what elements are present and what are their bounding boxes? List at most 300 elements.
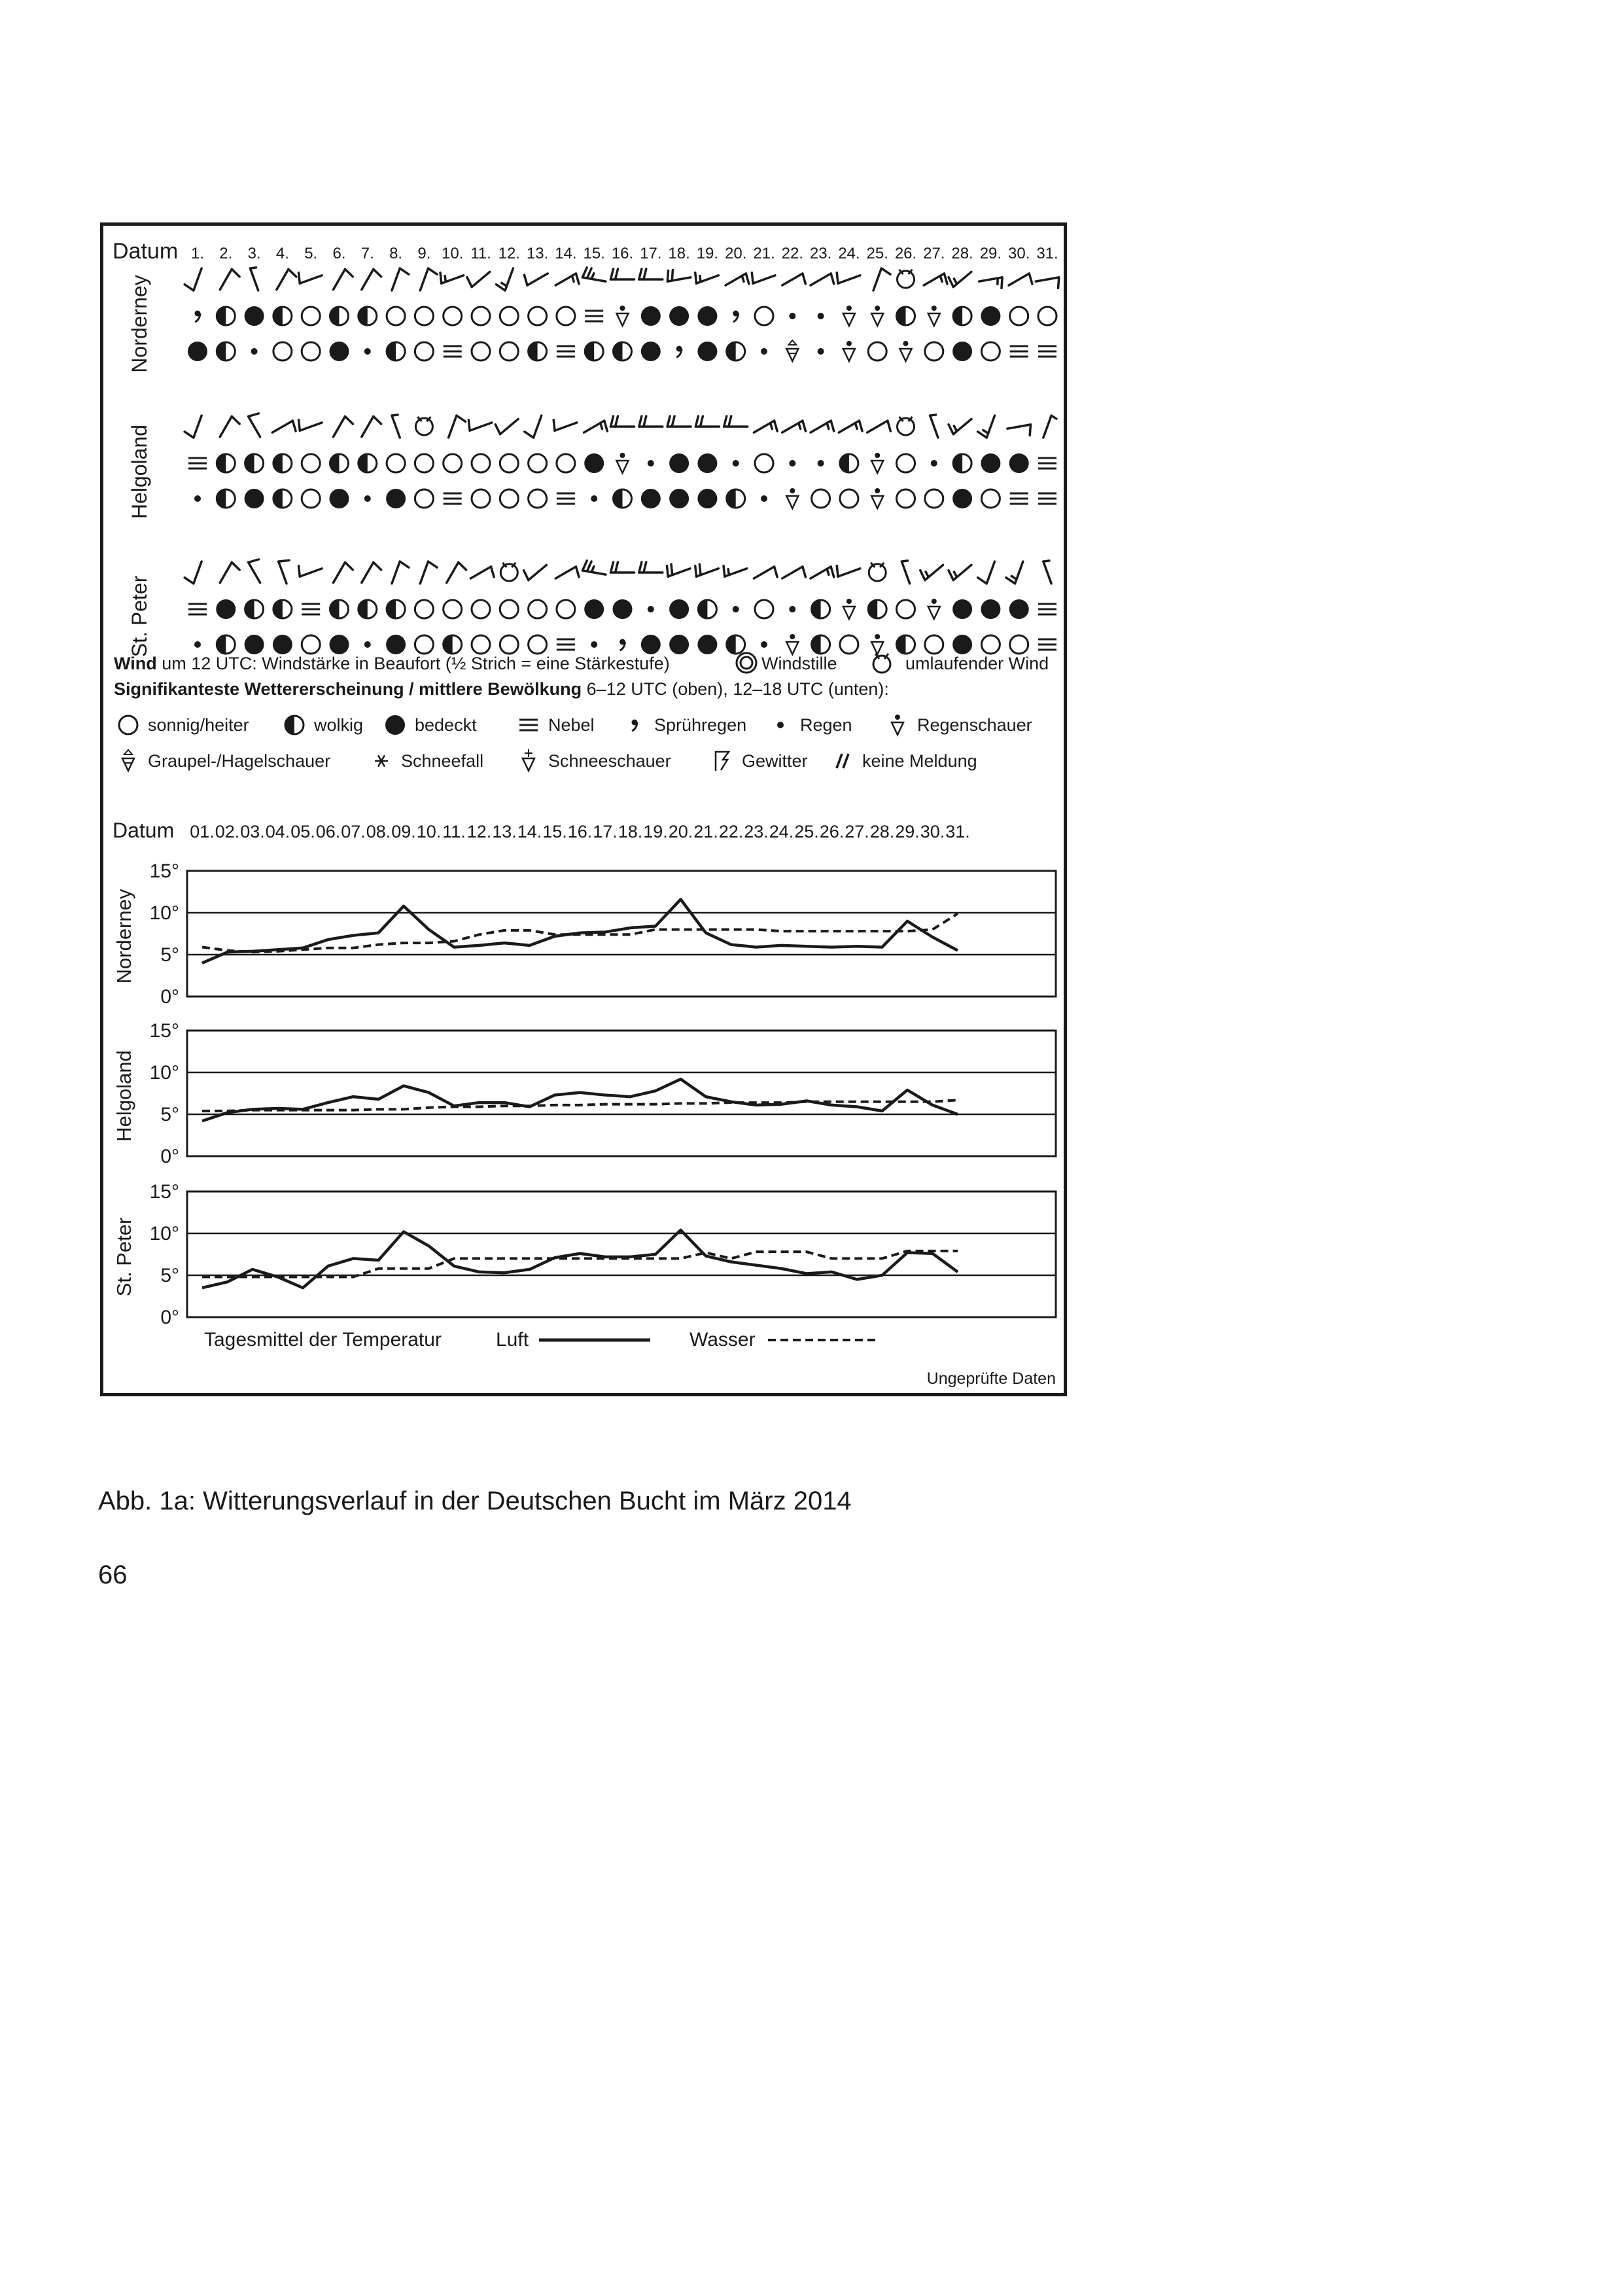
rain-icon [931,460,937,467]
rain-icon [591,495,597,502]
sunny-icon [755,454,773,472]
overcast-icon [245,635,264,654]
wind-barb-icon [220,416,239,436]
day-label: 11. [470,245,491,262]
partly-icon [698,600,716,618]
sunny-icon [472,307,490,325]
partly-icon [953,454,971,472]
wind-barb-icon [898,417,915,435]
legend-weather-line [114,679,889,699]
wind-barb-icon [1036,277,1058,288]
overcast-icon [981,599,1000,619]
sunny-icon [897,489,915,508]
wind-barb-icon [869,563,886,581]
legend-item-label: Schneeschauer [548,751,671,771]
y-tick-label: 10° [149,1223,179,1245]
wind-barb-icon [837,273,860,283]
day-label: 28. [951,245,973,262]
wind-barb-icon [782,274,806,285]
wind-barb-icon [920,565,943,580]
wind-barb-icon [639,416,663,427]
x-tick-label: 30. [920,822,945,841]
partly-icon [529,342,547,361]
overcast-icon [330,635,349,654]
sunny-icon [925,489,943,508]
rainshower-icon [617,453,629,473]
legend-item-label: Gewitter [742,751,808,771]
x-tick-label: 29. [895,822,920,841]
day-label: 30. [1008,245,1030,262]
legend-item-nodata [837,751,977,771]
weather-row-am-st-peter [188,599,1056,619]
fog-icon [519,720,538,730]
overcast-icon [641,306,661,326]
sunny-icon [981,489,1000,508]
sunny-icon [897,600,915,618]
partly-icon [812,600,830,618]
legend-item-fog [519,715,595,735]
x-tick-label: 21. [693,822,718,841]
wind-barb-icon [725,274,749,285]
legend-item-snowshower [523,749,671,771]
legend-item-snow [375,751,483,771]
wind-barb-icon [582,561,605,574]
wind-barb-icon [420,268,437,291]
fog-icon [444,346,462,357]
wind-barb-icon [754,567,777,578]
fog-icon [1038,604,1056,614]
sunny-icon [302,342,320,361]
rainshower-icon [786,634,798,654]
wind-barb-icon [611,269,635,279]
wind-barb-icon [1009,274,1032,285]
sunny-icon [925,635,943,654]
wind-barb-icon [1006,561,1023,584]
y-tick-label: 0° [160,986,179,1008]
sunny-icon [925,342,943,361]
rainshower-icon [928,599,940,619]
partly-icon [245,454,264,472]
legend-row-1 [119,715,1032,735]
overcast-icon [669,599,689,619]
day-label: 18. [668,245,690,262]
y-tick-label: 10° [149,902,179,924]
x-tick-label: 05. [290,822,315,841]
rain-icon [777,722,784,728]
partly-icon [387,342,405,361]
x-tick-label: 25. [794,822,819,841]
series-luft-line [202,900,958,963]
day-label: 10. [442,245,464,262]
rainshower-icon [892,715,903,735]
partly-icon [273,307,292,325]
legend-item-label: Schneefall [401,751,484,771]
wind-barb-icon [782,421,806,433]
overcast-icon [385,715,405,735]
legend-item-label: Nebel [548,715,595,735]
wind-barb-icon [724,566,747,576]
x-tick-label: 24. [769,822,794,841]
unchecked-data-note: Ungeprüfte Daten [926,1369,1056,1388]
overcast-icon [1009,453,1029,473]
x-tick-label: 20. [668,822,693,841]
wind-barb-icon [524,565,547,580]
y-tick-label: 10° [149,1062,179,1084]
wind-barb-icon [1007,425,1030,435]
sunny-icon [1010,307,1028,325]
fog-icon [302,604,320,614]
sunny-icon [472,342,490,361]
rain-icon [194,641,201,648]
legend-wind-bold: Wind [114,654,157,673]
wind-barb-icon [978,415,995,438]
legend-wind-line [114,654,670,673]
rainshower-icon [871,634,883,654]
station-label-norderney: Norderney [128,275,151,373]
day-label: 4. [275,245,289,262]
partly-icon [585,342,603,361]
day-label: 23. [809,245,832,262]
rain-icon [761,348,767,355]
fog-icon [188,458,207,468]
overcast-icon [952,489,972,508]
station-label-helgoland: Helgoland [128,424,151,520]
rainshower-icon [900,341,912,361]
wind-barb-icon [440,273,464,283]
day-label: 31. [1036,245,1058,262]
legend-item-label: bedeckt [415,715,477,735]
wind-barb-icon [811,567,834,578]
rain-icon [251,348,258,355]
table-symbol-rows [184,268,1059,654]
legend-item-label: keine Meldung [862,751,977,771]
overcast-icon [697,489,717,508]
wind-barb-icon [839,421,862,433]
variable-wind-icon [873,654,890,673]
x-tick-label: 14. [517,822,542,841]
sunny-icon [500,307,518,325]
overcast-icon [245,306,264,326]
rainshower-icon [843,599,855,619]
rainshower-icon [843,306,855,326]
x-tick-label: 03. [240,822,265,841]
wind-barb-icon [695,564,719,576]
legend-item-rain [777,715,852,735]
rain-icon [194,495,201,502]
x-tick-label: 31. [945,822,970,841]
overcast-icon [641,635,661,654]
sunny-icon [472,635,490,654]
sunny-icon [415,489,433,508]
overcast-icon [613,599,633,619]
sunny-icon [444,600,462,618]
y-tick-label: 5° [160,944,179,966]
wind-barb-icon [667,416,691,427]
snow-icon [375,755,388,766]
wind-barb-icon [392,415,400,438]
wind-barb-icon [334,562,353,582]
wind-barb-icon [362,562,381,582]
legend-item-label: wolkig [314,715,364,735]
partly-icon [217,635,235,654]
rain-icon [818,348,824,355]
overcast-icon [273,635,292,654]
partly-icon [217,454,235,472]
day-label: 25. [866,245,888,262]
fog-icon [444,493,462,504]
wind-barb-icon [901,561,909,584]
sunny-icon [1010,635,1028,654]
rain-icon [648,606,654,612]
sunny-icon [529,307,547,325]
y-tick-label: 15° [149,1020,179,1042]
rain-icon [364,495,371,502]
overcast-icon [330,342,349,361]
x-tick-label: 17. [593,822,618,841]
wind-barb-icon [811,421,834,433]
x-tick-label: 18. [618,822,643,841]
partly-icon [812,635,830,654]
overcast-icon [216,599,236,619]
day-label: 22. [781,245,803,262]
wind-barb-icon [184,268,201,291]
rainshower-icon [617,306,629,326]
partly-icon [358,454,377,472]
sunny-icon [415,600,433,618]
wind-row-helgoland [184,414,1056,438]
rain-icon [364,641,371,648]
x-tick-label: 15. [542,822,567,841]
x-tick-label: 22. [718,822,744,841]
rain-icon [818,460,824,467]
weather-row-am-helgoland [188,453,1056,473]
legend [114,653,1049,771]
wind-barb-icon [525,415,542,438]
sunny-icon [387,454,405,472]
wind-barb-icon [754,421,777,433]
rain-icon [761,495,767,502]
wind-barb-icon [184,561,201,584]
wind-barb-icon [334,269,353,289]
legend-item-overcast [385,715,477,735]
panel-station-label: Helgoland [113,1050,135,1142]
overcast-icon [641,342,661,361]
chart-panels [113,860,1056,1328]
sunny-icon [868,342,886,361]
wind-barb-icon [495,419,518,434]
wind-barb-icon [447,562,466,582]
sunny-icon [500,454,518,472]
wind-barb-icon [811,274,834,285]
wind-barb-icon [667,270,690,281]
legend-item-partly [285,715,363,735]
overcast-icon [584,453,604,473]
wind-barb-icon [1043,561,1051,584]
wind-barb-icon [250,268,258,291]
wind-barb-icon [1043,415,1056,438]
partly-icon [868,600,886,618]
partly-icon [897,307,915,325]
day-label: 14. [555,245,577,262]
wind-barb-icon [249,559,260,583]
overcast-icon [981,453,1000,473]
nodata-icon [837,754,848,768]
x-tick-label: 16. [567,822,593,841]
rain-icon [364,348,371,355]
day-label: 12. [498,245,520,262]
legend-row-2 [122,749,977,771]
overcast-icon [697,635,717,654]
wind-barb-icon [362,416,381,436]
fog-icon [1010,346,1028,357]
wind-barb-icon [611,416,635,427]
weather-figure-svg [103,226,1064,1393]
fog-icon [557,346,575,357]
wind-barb-icon [500,563,517,581]
drizzle-icon [632,720,638,732]
day-label: 15. [583,245,605,262]
legend-item-thunder [716,751,808,771]
legend-item-sunny [119,715,249,735]
day-label: 2. [219,245,233,262]
fog-icon [1038,493,1056,504]
sunny-icon [119,716,137,734]
rain-icon [733,606,739,612]
wind-barb-icon [420,561,437,584]
sunny-icon [472,489,490,508]
fog-icon [1010,493,1028,504]
station-label-st-peter: St. Peter [128,575,151,658]
wind-barb-icon [930,415,938,438]
hail-icon [122,750,134,771]
partly-icon [330,307,349,325]
x-tick-label: 10. [416,822,442,841]
sunny-icon [387,307,405,325]
sunny-icon [500,489,518,508]
legend-weather-text: 6–12 UTC (oben), 12–18 UTC (unten): [582,679,889,699]
legend-item-drizzle [632,715,747,735]
day-label: 17. [640,245,662,262]
rainshower-icon [871,453,883,473]
partly-icon [444,635,462,654]
rain-icon [648,460,654,467]
wind-row-norderney [184,268,1059,291]
x-tick-label: 09. [391,822,416,841]
partly-icon [953,307,971,325]
rainshower-icon [871,488,883,508]
x-tick-label: 08. [366,822,391,841]
plot-frame [187,1031,1056,1156]
partly-icon [330,600,349,618]
sunny-icon [302,454,320,472]
x-tick-label: 06. [315,822,341,841]
sunny-icon [529,635,547,654]
partly-icon [217,342,235,361]
wind-barb-icon [978,561,995,584]
legend-item-rainshower [892,715,1032,735]
fog-icon [557,639,575,650]
drizzle-icon [620,639,625,651]
partly-icon [614,342,632,361]
rain-icon [789,313,795,319]
legend-weather-bold: Signifikanteste Wettererscheinung / mittlere Bewölkung [114,679,582,699]
rain-icon [789,606,795,612]
wind-barb-icon [752,273,775,283]
wind-barb-icon [220,269,239,289]
partly-icon [285,716,304,734]
y-tick-label: 0° [160,1146,179,1167]
fog-icon [188,604,207,614]
wind-barb-icon [724,416,748,427]
overcast-icon [952,342,972,361]
wind-barb-icon [334,416,353,436]
chart-legend-title: Tagesmittel der Temperatur [204,1329,442,1351]
sunny-icon [529,489,547,508]
day-label: 1. [190,245,205,262]
sunny-icon [302,635,320,654]
sunny-icon [557,307,575,325]
overcast-icon [669,453,689,473]
wind-barb-icon [277,269,296,289]
day-label: 5. [304,245,318,262]
sunny-icon [812,489,830,508]
wind-barb-icon [695,273,719,283]
partly-icon [727,489,745,508]
partly-icon [273,489,292,508]
x-tick-label: 04. [265,822,290,841]
wind-barb-icon [555,274,579,285]
wind-barb-icon [299,420,323,431]
x-tick-label: 28. [869,822,895,841]
sunny-icon [415,454,433,472]
temp-panel-st-peter [113,1181,1056,1328]
table-station-labels [128,275,151,657]
chart-datum-label: Datum [113,819,175,842]
overcast-icon [952,599,972,619]
legend-calm-label: Windstille [761,654,837,673]
wind-barb-icon [184,415,201,438]
rain-icon [818,313,824,319]
sunny-icon [415,307,433,325]
drizzle-icon [195,311,201,323]
x-tick-label: 02. [215,822,240,841]
wind-barb-icon [582,268,605,281]
sunny-icon [1038,307,1056,325]
sunny-icon [529,454,547,472]
overcast-icon [386,489,406,508]
wind-barb-icon [782,567,806,578]
wind-barb-icon [467,272,490,287]
fog-icon [557,493,575,504]
overcast-icon [330,489,349,508]
sunny-icon [557,454,575,472]
wind-barb-icon [639,269,663,279]
day-label: 24. [838,245,860,262]
legend-item-label: sonnig/heiter [148,715,249,735]
chart-x-labels [190,822,970,841]
sunny-icon [415,635,433,654]
wind-barb-icon [415,417,432,435]
legend-item-label: Sprühregen [654,715,747,735]
thunder-icon [716,752,729,771]
x-tick-label: 26. [819,822,845,841]
wind-barb-icon [470,567,494,578]
x-tick-label: 07. [341,822,366,841]
x-tick-label: 19. [643,822,668,841]
sunny-icon [897,454,915,472]
partly-icon [358,307,377,325]
sunny-icon [500,635,518,654]
